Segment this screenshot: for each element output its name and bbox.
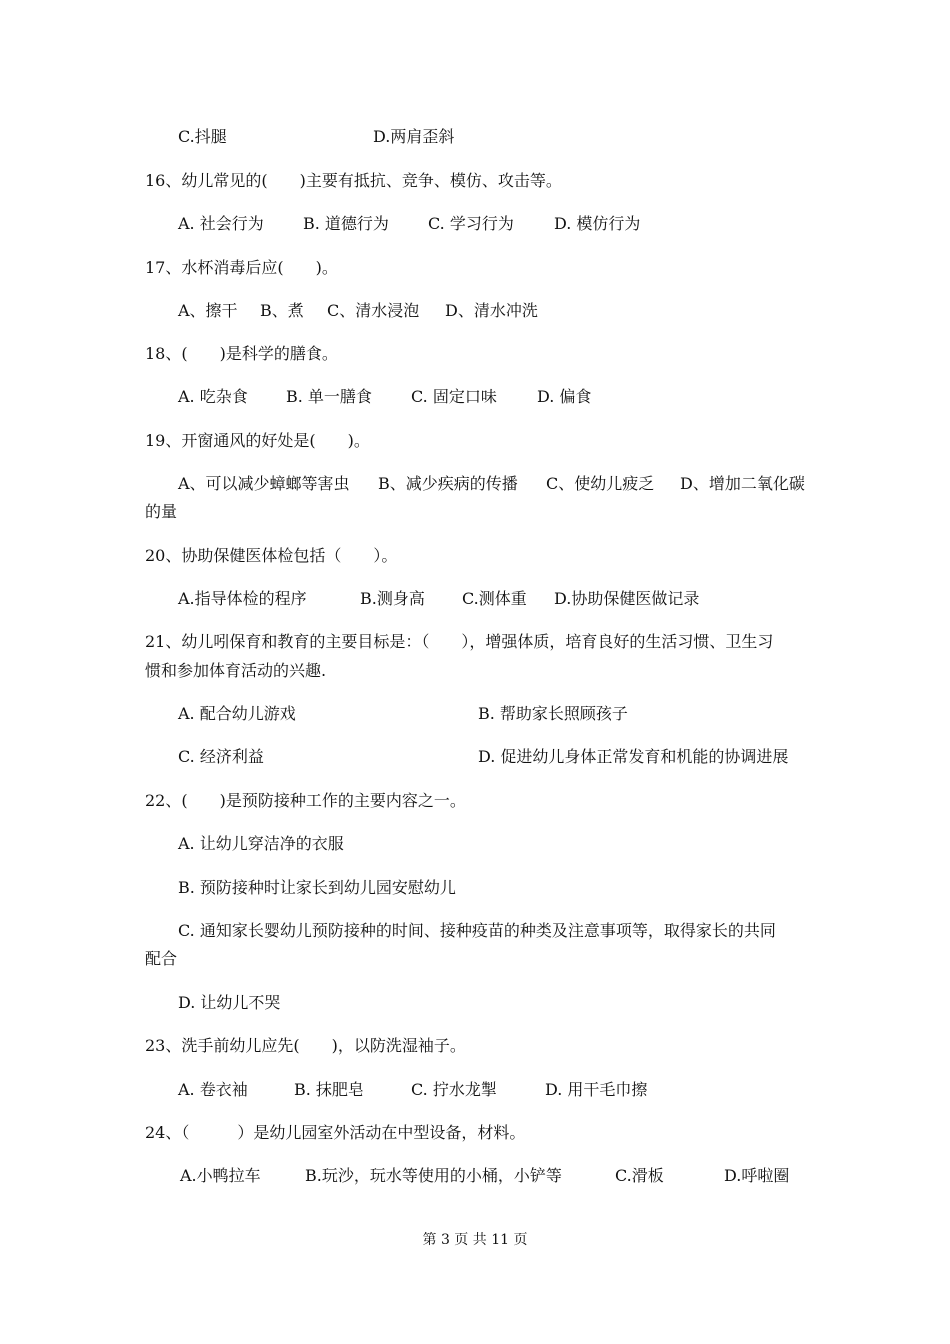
q18-option-d: D. 偏食 (537, 387, 592, 406)
q24-option-a: A.小鸭拉车 (180, 1166, 261, 1185)
q20-option-c: C.测体重 (462, 589, 527, 608)
q16-option-d: D. 模仿行为 (554, 214, 641, 233)
q21-stem-wrap: 惯和参加体育活动的兴趣. (145, 661, 327, 680)
q17-stem: 17、水杯消毒后应( )。 (145, 258, 338, 277)
q23-option-b: B. 抹肥皂 (294, 1080, 364, 1099)
q23-option-c: C. 拧水龙掣 (411, 1080, 497, 1099)
q20-option-b: B.测身高 (360, 589, 425, 608)
q21-option-d: D. 促进幼儿身体正常发育和机能的协调进展 (478, 747, 789, 766)
q18-option-a: A. 吃杂食 (178, 387, 248, 406)
q16-option-b: B. 道德行为 (303, 214, 389, 233)
q17-option-a: A、擦干 (178, 301, 238, 320)
q16-option-a: A. 社会行为 (178, 214, 264, 233)
q21-option-b: B. 帮助家长照顾孩子 (478, 704, 628, 723)
q24-option-d: D.呼啦圈 (724, 1166, 790, 1185)
q23-option-d: D. 用干毛巾擦 (545, 1080, 648, 1099)
q24-option-c: C.滑板 (615, 1166, 664, 1185)
q22-option-c: C. 通知家长婴幼儿预防接种的时间、接种疫苗的种类及注意事项等，取得家长的共同 (178, 921, 776, 940)
q22-option-a: A. 让幼儿穿洁净的衣服 (178, 834, 344, 853)
q15-option-d: D.两肩歪斜 (373, 127, 455, 146)
q23-stem: 23、洗手前幼儿应先( )，以防洗湿袖子。 (145, 1036, 466, 1055)
q23-option-a: A. 卷衣袖 (178, 1080, 248, 1099)
q19-option-d: D、增加二氧化碳 (680, 474, 805, 493)
q17-option-b: B、煮 (260, 301, 304, 320)
q15-option-c: C.抖腿 (178, 127, 227, 146)
q19-option-a: A、可以减少蟑螂等害虫 (178, 474, 350, 493)
q19-option-b: B、减少疾病的传播 (378, 474, 518, 493)
q17-option-d: D、清水冲洗 (445, 301, 538, 320)
q21-option-a: A. 配合幼儿游戏 (178, 704, 296, 723)
q16-stem: 16、幼儿常见的( )主要有抵抗、竞争、模仿、攻击等。 (145, 171, 562, 190)
q18-option-c: C. 固定口味 (411, 387, 497, 406)
q18-option-b: B. 单一膳食 (286, 387, 372, 406)
q22-option-c-wrap: 配合 (145, 949, 178, 968)
q20-stem: 20、协助保健医体检包括（ ）。 (145, 546, 398, 565)
q16-option-c: C. 学习行为 (428, 214, 514, 233)
q24-stem: 24、（ ）是幼儿园室外活动在中型设备，材料。 (145, 1123, 526, 1142)
q20-option-a: A.指导体检的程序 (178, 589, 307, 608)
page-footer: 第 3 页 共 11 页 (422, 1232, 528, 1248)
q22-stem: 22、( )是预防接种工作的主要内容之一。 (145, 791, 466, 810)
q22-option-d: D. 让幼儿不哭 (178, 993, 281, 1012)
q21-option-c: C. 经济利益 (178, 747, 264, 766)
q21-stem: 21、幼儿吲保育和教育的主要目标是：（ ），增强体质，培育良好的生活习惯、卫生习 (145, 632, 774, 651)
q22-option-b: B. 预防接种时让家长到幼儿园安慰幼儿 (178, 878, 456, 897)
q19-stem: 19、开窗通风的好处是( )。 (145, 431, 370, 450)
q24-option-b: B.玩沙，玩水等使用的小桶，小铲等 (305, 1166, 562, 1185)
q17-option-c: C、清水浸泡 (327, 301, 420, 320)
q19-option-c: C、使幼儿疲乏 (546, 474, 655, 493)
q18-stem: 18、( )是科学的膳食。 (145, 344, 338, 363)
q20-option-d: D.协助保健医做记录 (554, 589, 700, 608)
q19-option-wrap: 的量 (145, 502, 178, 521)
